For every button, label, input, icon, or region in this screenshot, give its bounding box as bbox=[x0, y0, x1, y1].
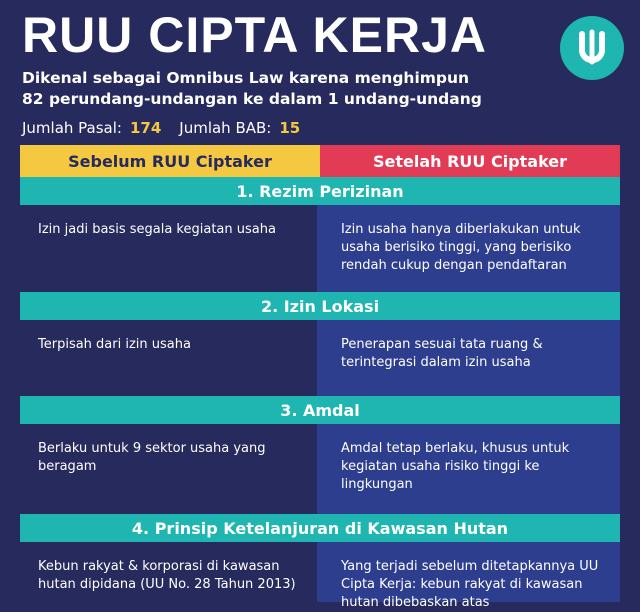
section-title: 1. Rezim Perizinan bbox=[20, 177, 620, 205]
page-subtitle: Dikenal sebagai Omnibus Law karena menghimpun 82 perundang-undangan ke dalam 1 undang-undang bbox=[22, 69, 482, 108]
after-cell: Amdal tetap berlaku, khusus untuk kegiatan usaha risiko tinggi ke lingkungan bbox=[317, 424, 620, 514]
before-cell: Terpisah dari izin usaha bbox=[20, 320, 317, 396]
before-cell: Izin jadi basis segala kegiatan usaha bbox=[20, 205, 317, 292]
after-cell: Penerapan sesuai tata ruang & terintegrasi dalam izin usaha bbox=[317, 320, 620, 396]
section-title: 3. Amdal bbox=[20, 396, 620, 424]
table-row bbox=[20, 424, 620, 514]
before-cell: Kebun rakyat & korporasi di kawasan hutan dipidana (UU No. 28 Tahun 2013) bbox=[20, 542, 317, 602]
header bbox=[22, 6, 542, 137]
u-letter-logo-icon bbox=[560, 16, 624, 80]
column-headers bbox=[20, 145, 620, 177]
stats-row bbox=[22, 119, 542, 137]
table-row bbox=[20, 320, 620, 396]
page-title: RUU CIPTA KERJA bbox=[22, 7, 488, 63]
stat-value: 15 bbox=[279, 119, 301, 137]
after-cell: Izin usaha hanya diberlakukan untuk usaha berisiko tinggi, yang berisiko rendah cukup dengan pendaftaran bbox=[317, 205, 620, 292]
stat-bab bbox=[179, 119, 300, 137]
stat-label: Jumlah Pasal: bbox=[22, 119, 122, 137]
column-header-after: Setelah RUU Ciptaker bbox=[320, 145, 620, 177]
after-cell: Yang terjadi sebelum ditetapkannya UU Cipta Kerja: kebun rakyat di kawasan hutan dibebaskan atas bbox=[317, 542, 620, 602]
logo-glyph bbox=[572, 28, 612, 68]
section-title: 4. Prinsip Ketelanjuran di Kawasan Hutan bbox=[20, 514, 620, 542]
column-header-before: Sebelum RUU Ciptaker bbox=[20, 145, 320, 177]
table-row bbox=[20, 542, 620, 610]
stat-pasal bbox=[22, 119, 161, 137]
stat-value: 174 bbox=[129, 119, 162, 137]
before-cell: Berlaku untuk 9 sektor usaha yang beragam bbox=[20, 424, 317, 514]
comparison-table bbox=[20, 145, 620, 610]
table-row bbox=[20, 205, 620, 292]
section-title: 2. Izin Lokasi bbox=[20, 292, 620, 320]
stat-label: Jumlah BAB: bbox=[179, 119, 272, 137]
